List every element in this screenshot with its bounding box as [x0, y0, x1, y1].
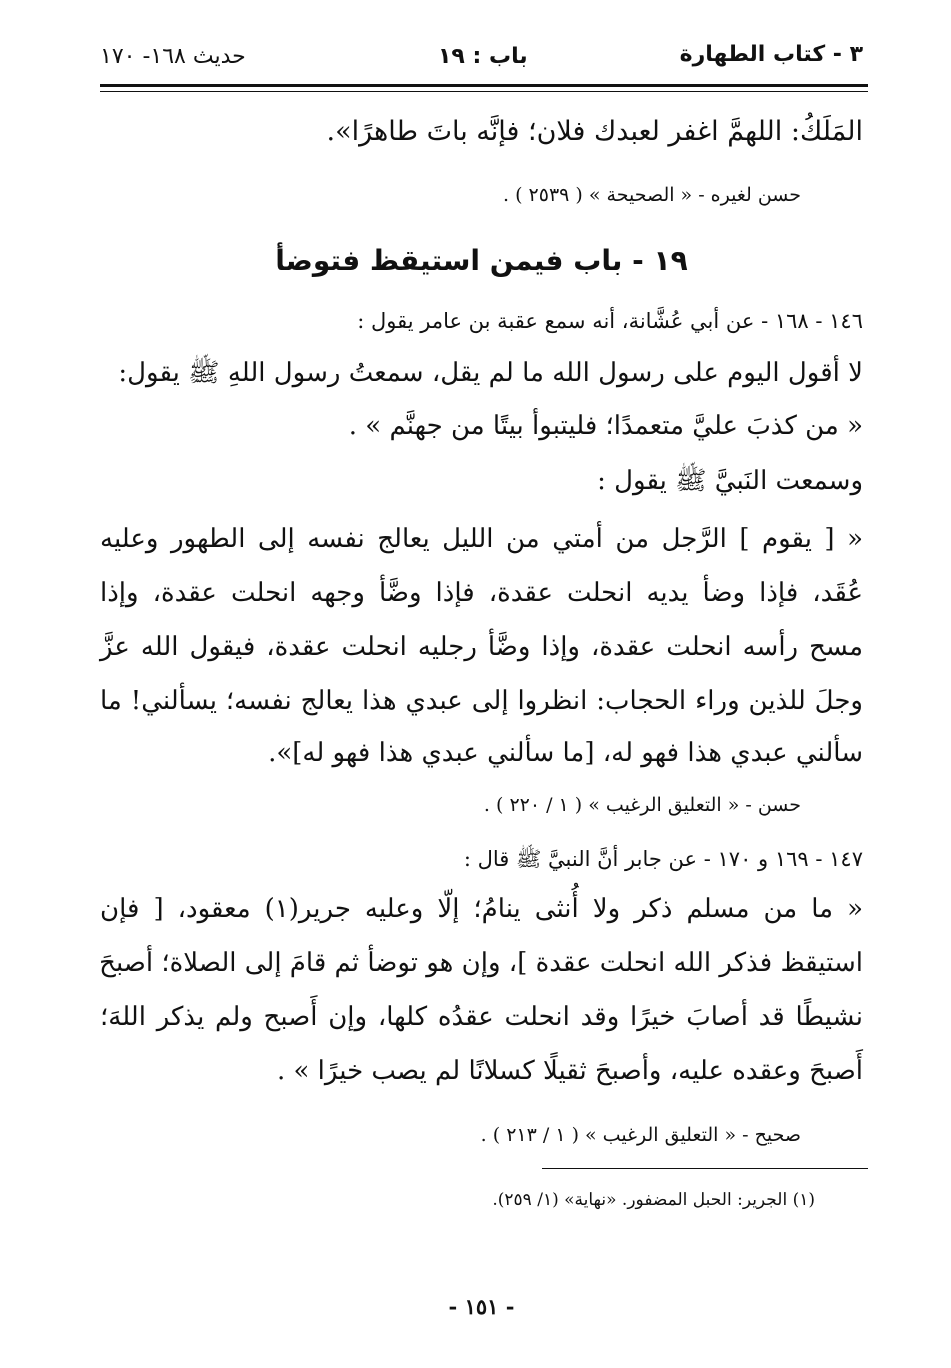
text-line: نشيطًا قد أصابَ خيرًا وقد انحلت عقدُه كلها، وإن أَصبح ولم يذكر اللهَ؛	[100, 1002, 863, 1032]
text-line: مسح رأسه انحلت عقدة، وإذا وضَّأ رجليه انحلت عقدة، فيقول الله عزَّ	[100, 632, 863, 662]
header-chapter: ٣ - كتاب الطهارة	[679, 42, 863, 67]
text-line: « [ يقوم ] الرَّجل من أمتي من الليل يعالج نفسه إلى الطهور وعليه	[100, 524, 863, 554]
header-hadith-range: حديث ١٦٨- ١٧٠	[100, 44, 246, 69]
text-line: عُقَد، فإذا وضأ يديه انحلت عقدة، فإذا وضَّأ وجهه انحلت عقدة، وإذا	[100, 578, 863, 608]
header-section: باب : ١٩	[438, 44, 528, 69]
text-line: لا أقول اليوم على رسول الله ما لم يقل، سمعتُ رسول اللهِ ﷺ يقول:	[118, 358, 863, 388]
text-line: « من كذبَ عليَّ متعمدًا؛ فليتبوأ بيتًا من جهنَّم » .	[348, 411, 863, 441]
text-line: وجلَ للذين وراء الحجاب: انظروا إلى عبدي هذا يعالج نفسه؛ يسألني! ما	[100, 686, 863, 716]
text-line: أَصبحَ وعقده عليه، وأصبحَ ثقيلًا كسلانًا لم يصب خيرًا » .	[276, 1056, 863, 1086]
grade-line: صحيح - « التعليق الرغيب » ( ١ / ٢١٣ ) .	[480, 1124, 801, 1146]
hadith-isnad: ١٤٦ - ١٦٨ - عن أبي عُشَّانة، أنه سمع عقبة بن عامر يقول :	[357, 309, 863, 333]
hadith-isnad: ١٤٧ - ١٦٩ و ١٧٠ - عن جابر أنَّ النبيَّ ﷺ قال :	[463, 847, 863, 871]
chapter-title: ١٩ - باب فيمن استيقظ فتوضأ	[275, 244, 688, 277]
text-line: استيقظ فذكر الله انحلت عقدة ]، وإن هو توضأ ثم قامَ إلى الصلاة؛ أصبحَ	[99, 948, 863, 978]
header-rule-thin	[100, 91, 868, 92]
text-line: سألني عبدي هذا فهو له، [ما سألني عبدي هذا فهو له]».	[268, 738, 863, 768]
grade-line: حسن لغيره - « الصحيحة » ( ٢٥٣٩ ) .	[503, 184, 801, 206]
header-rule	[100, 84, 868, 87]
page-number: - ١٥١ -	[448, 1294, 515, 1319]
text-line: المَلَكُ: اللهمَّ اغفر لعبدك فلان؛ فإنَّه باتَ طاهرًا».	[326, 116, 863, 147]
text-line: وسمعت النَبيَّ ﷺ يقول :	[597, 466, 863, 496]
grade-line: حسن - « التعليق الرغيب » ( ١ / ٢٢٠ ) .	[483, 794, 801, 816]
text-line: « ما من مسلم ذكر ولا أُنثى ينامُ؛ إلّا وعليه جرير(١) معقود، [ فإن	[100, 894, 863, 924]
footnote-rule	[542, 1168, 868, 1169]
footnote: (١) الجرير: الحبل المضفور. «نهاية» (١/ ٢٥٩).	[492, 1190, 815, 1210]
